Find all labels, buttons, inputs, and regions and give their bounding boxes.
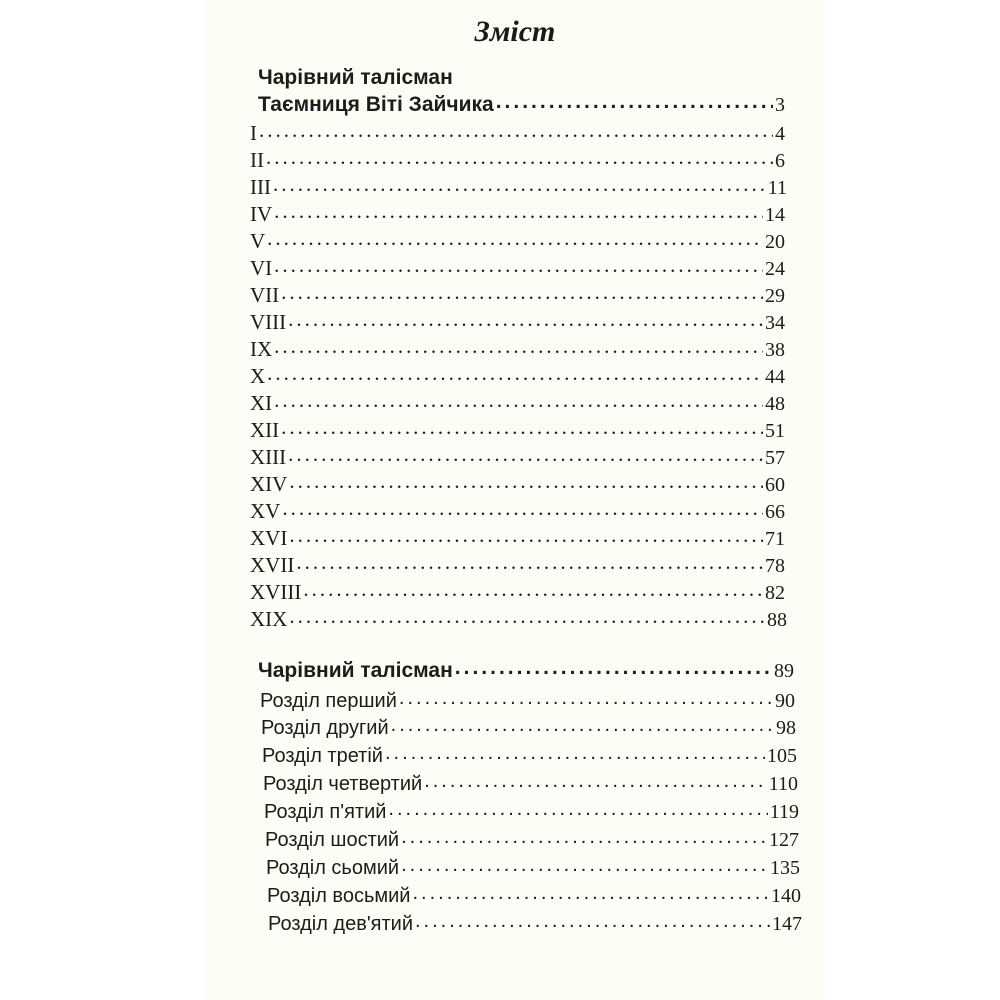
toc-leader-dots (401, 850, 768, 880)
toc-entry-page: 51 (765, 420, 785, 442)
toc-entry-page: 98 (776, 717, 796, 739)
toc-entry (258, 656, 794, 686)
toc-leader-dots (289, 520, 763, 550)
toc-entry-page: 135 (770, 857, 800, 879)
toc-leader-dots (274, 331, 763, 361)
toc-entry-label: VIII (250, 310, 287, 334)
toc-entry-label: Розділ п'ятий (264, 801, 387, 823)
toc-leader-dots (289, 466, 763, 496)
toc-entry-label: II (250, 148, 264, 172)
toc-entry-page: 140 (771, 885, 801, 907)
toc-leader-dots (274, 385, 763, 415)
toc-entry-label: Розділ третій (262, 745, 383, 767)
toc-entry-page: 4 (775, 123, 785, 145)
toc-entry-page: 105 (767, 745, 797, 767)
toc-entry-page: 110 (768, 773, 798, 795)
toc-entry-page: 88 (767, 609, 787, 631)
toc-entry-page: 119 (769, 801, 799, 823)
toc-entry-label: I (250, 121, 257, 145)
toc-leader-dots (282, 493, 763, 523)
toc-entry-label: XII (250, 418, 280, 442)
toc-entry-page: 29 (765, 285, 785, 307)
toc-leader-dots (415, 906, 770, 936)
toc-leader-dots (267, 223, 763, 253)
toc-leader-dots (259, 115, 773, 145)
book-heading: Чарівний талісман (258, 66, 453, 89)
toc-entry-label: V (250, 229, 266, 253)
toc-entry-page: 127 (769, 829, 799, 851)
toc-leader-dots (273, 169, 766, 199)
toc-entry-label: XVIII (250, 580, 302, 604)
toc-entry-label: Чарівний талісман (258, 659, 453, 682)
toc-leader-dots (455, 653, 772, 683)
toc-leader-dots (496, 87, 773, 117)
toc-entry-label: III (250, 175, 271, 199)
toc-leader-dots (412, 878, 769, 908)
toc-entry-page: 38 (765, 339, 785, 361)
toc-entry-label: IV (250, 202, 273, 226)
toc-entry-label: XIV (250, 472, 288, 496)
toc-entry-label: XIX (250, 607, 288, 631)
toc-entry-label: Розділ шостий (265, 829, 400, 851)
toc-leader-dots (399, 683, 773, 713)
toc-entry-label: X (250, 364, 266, 388)
toc-leader-dots (288, 439, 763, 469)
toc-entry-label: Розділ дев'ятий (268, 913, 413, 935)
toc-entry-label: Розділ восьмий (267, 885, 411, 907)
toc-entry-label: Розділ перший (260, 690, 397, 712)
toc-entry-page: 6 (775, 150, 785, 172)
toc-leader-dots (388, 794, 767, 824)
toc-title: Зміст (474, 15, 556, 48)
toc-entry-label: Розділ четвертий (263, 773, 423, 795)
toc-leader-dots (401, 822, 767, 852)
toc-entry-page: 57 (765, 447, 785, 469)
toc-leader-dots (289, 601, 765, 631)
toc-leader-dots (288, 304, 763, 334)
toc-entry-page: 78 (765, 555, 785, 577)
toc-leader-dots (296, 547, 763, 577)
toc-entry-label: XI (250, 391, 273, 415)
toc-leader-dots (385, 738, 765, 768)
toc-leader-dots (303, 574, 763, 604)
toc-entry (268, 909, 802, 939)
toc-entry-label: XV (250, 499, 281, 523)
toc-entry-label: XVII (250, 553, 295, 577)
toc-entry-page: 82 (765, 582, 785, 604)
toc-entry-page: 3 (775, 94, 785, 116)
toc-entry-page: 66 (765, 501, 785, 523)
toc-entry-label: Таємниця Віті Зайчика (258, 93, 494, 116)
toc-entry-page: 89 (774, 660, 794, 682)
toc-leader-dots (266, 142, 773, 172)
toc-entry-page: 147 (772, 913, 802, 935)
toc-leader-dots (274, 196, 763, 226)
toc-entry-label: Розділ сьомий (266, 857, 400, 879)
toc-entry-page: 60 (765, 474, 785, 496)
toc-entry-page: 71 (765, 528, 785, 550)
toc-leader-dots (281, 412, 763, 442)
toc-entry-page: 34 (765, 312, 785, 334)
toc-entry (250, 604, 787, 634)
toc-leader-dots (391, 710, 774, 740)
toc-entry-page: 48 (765, 393, 785, 415)
toc-entry-page: 20 (765, 231, 785, 253)
toc-entry-label: VII (250, 283, 280, 307)
toc-entry-page: 90 (775, 690, 795, 712)
toc-entry-label: XVI (250, 526, 288, 550)
toc-leader-dots (267, 358, 763, 388)
toc-entry-label: VI (250, 256, 273, 280)
toc-leader-dots (424, 766, 767, 796)
toc-leader-dots (281, 277, 763, 307)
toc-entry-page: 14 (765, 204, 785, 226)
toc-entry-label: XIII (250, 445, 287, 469)
toc-leader-dots (274, 250, 763, 280)
toc-entry-page: 44 (765, 366, 785, 388)
toc-entry-page: 11 (767, 177, 787, 199)
toc-entry-label: IX (250, 337, 273, 361)
toc-entry-page: 24 (765, 258, 785, 280)
toc-entry-label: Розділ другий (261, 717, 389, 739)
